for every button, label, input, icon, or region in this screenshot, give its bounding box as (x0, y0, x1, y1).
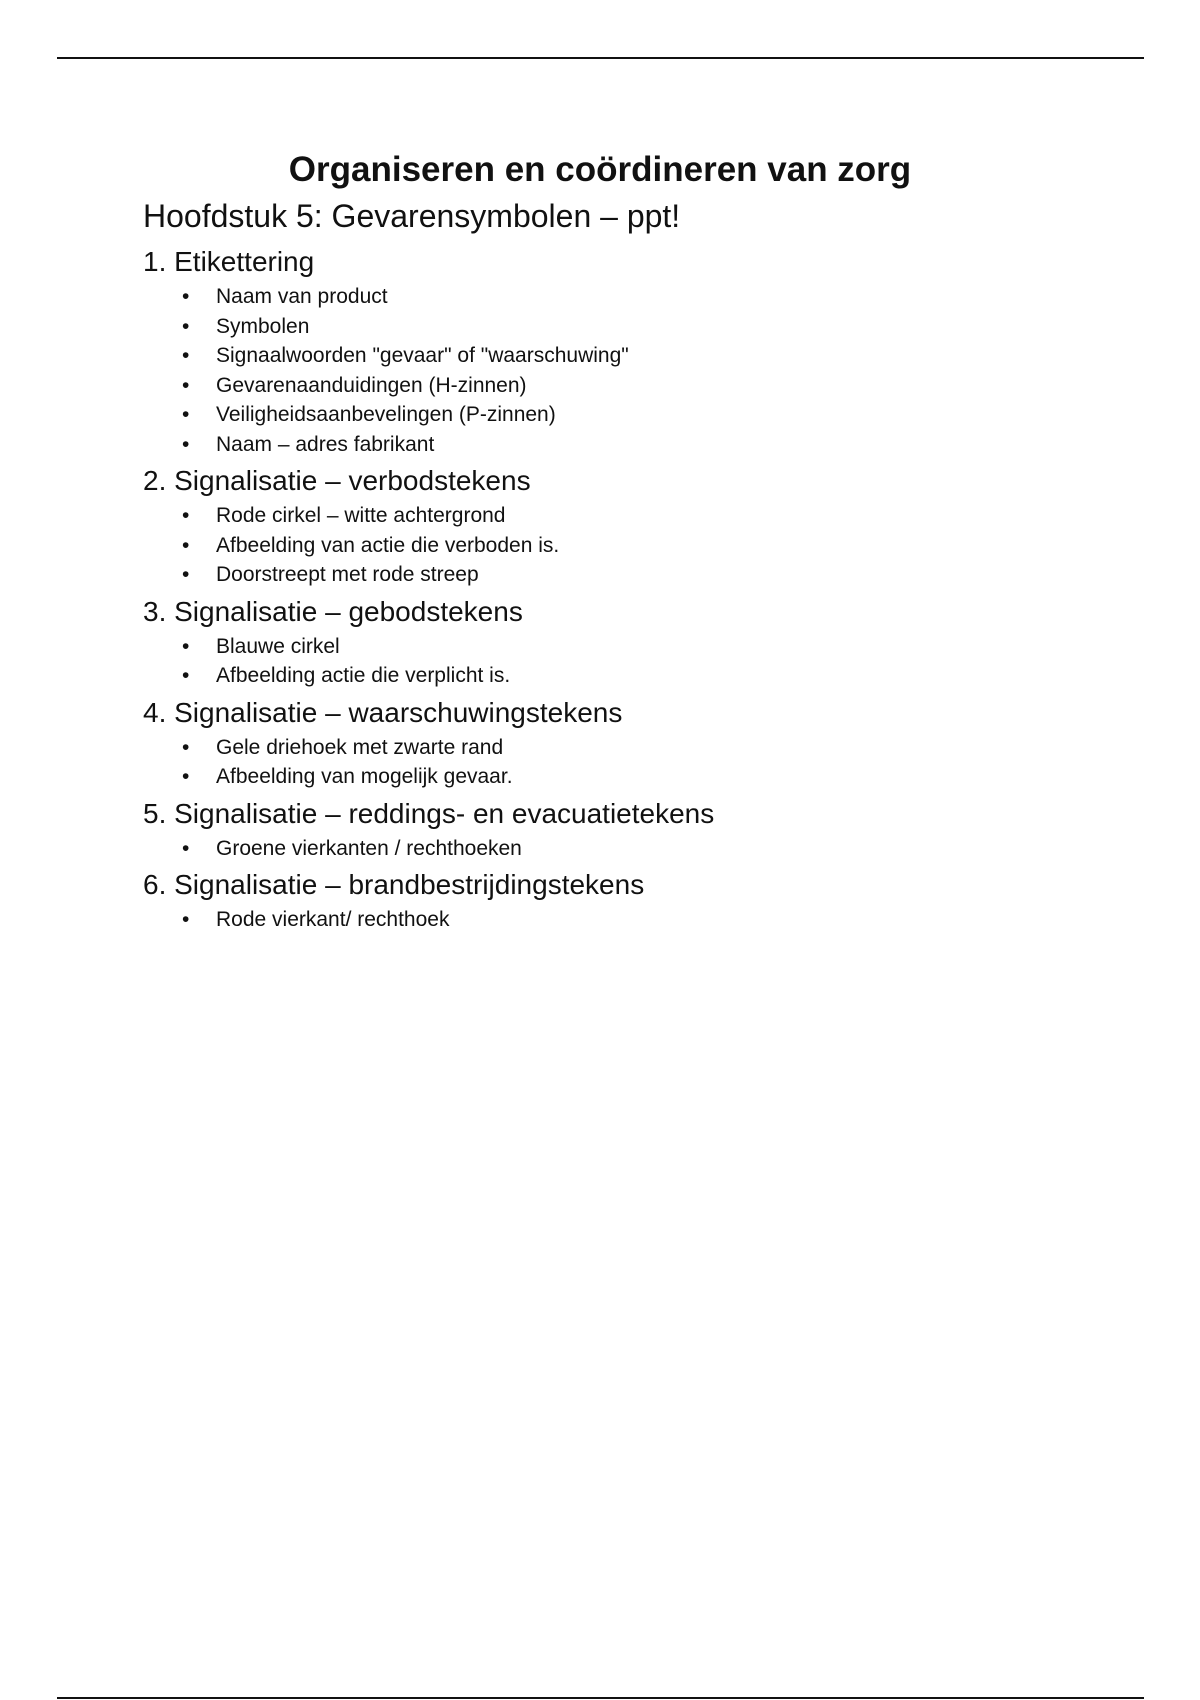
bullet-icon: • (182, 373, 190, 397)
bullet-icon: • (182, 533, 190, 557)
list-item: • Afbeelding van actie die verboden is. (143, 531, 1143, 561)
list-item: • Gevarenaanduidingen (H-zinnen) (143, 371, 1143, 401)
bullet-icon: • (182, 664, 190, 687)
section-heading: 3. Signalisatie – gebodstekens (143, 595, 523, 627)
bullet-icon: • (182, 836, 190, 860)
section-heading: 5. Signalisatie – reddings- en evacuatietekens (143, 797, 715, 829)
list-item: • Veiligheidsaanbevelingen (P-zinnen) (143, 400, 1143, 430)
list-item: • Rode vierkant/ rechthoek (143, 905, 1143, 935)
section-heading: 6. Signalisatie – brandbestrijdingstekens (143, 869, 645, 900)
bullet-icon: • (182, 908, 190, 931)
list-item: • Afbeelding actie die verplicht is. (143, 661, 1143, 691)
bullet-list (143, 501, 1143, 590)
bullet-icon: • (182, 432, 190, 456)
bullet-list (143, 905, 1143, 935)
section-heading: 4. Signalisatie – waarschuwingstekens (143, 696, 623, 728)
bullet-icon: • (182, 563, 190, 586)
list-item: • Symbolen (143, 312, 1143, 342)
list-item: • Naam van product (143, 282, 1143, 312)
header-rule (57, 57, 1144, 59)
footer-rule (57, 1697, 1144, 1699)
list-item: • Gele driehoek met zwarte rand (143, 733, 1143, 763)
list-item: • Doorstreept met rode streep (143, 560, 1143, 590)
bullet-list (143, 733, 1143, 792)
list-item: • Signaalwoorden "gevaar" of "waarschuwing" (143, 341, 1143, 371)
list-item: • Groene vierkanten / rechthoeken (143, 834, 1143, 864)
list-item: • Rode cirkel – witte achtergrond (143, 501, 1143, 531)
bullet-icon: • (182, 344, 190, 367)
document-title: Organiseren en coördineren van zorg (288, 150, 912, 189)
list-item: • Afbeelding van mogelijk gevaar. (143, 762, 1143, 792)
list-item: • Naam – adres fabrikant (143, 430, 1143, 460)
bullet-icon: • (182, 314, 190, 338)
bullet-icon: • (182, 765, 190, 788)
bullet-icon: • (182, 403, 190, 426)
section-heading: 2. Signalisatie – verbodstekens (143, 465, 531, 496)
section-heading: 1. Etikettering (143, 246, 315, 277)
chapter-heading: Hoofdstuk 5: Gevarensymbolen – ppt! (143, 198, 681, 234)
bullet-icon: • (182, 285, 190, 308)
bullet-list (143, 834, 1143, 864)
document-body (143, 146, 1143, 937)
bullet-list (143, 282, 1143, 459)
bullet-icon: • (182, 634, 190, 658)
bullet-icon: • (182, 735, 190, 759)
list-item: • Blauwe cirkel (143, 632, 1143, 662)
bullet-icon: • (182, 504, 190, 527)
bullet-list (143, 632, 1143, 691)
